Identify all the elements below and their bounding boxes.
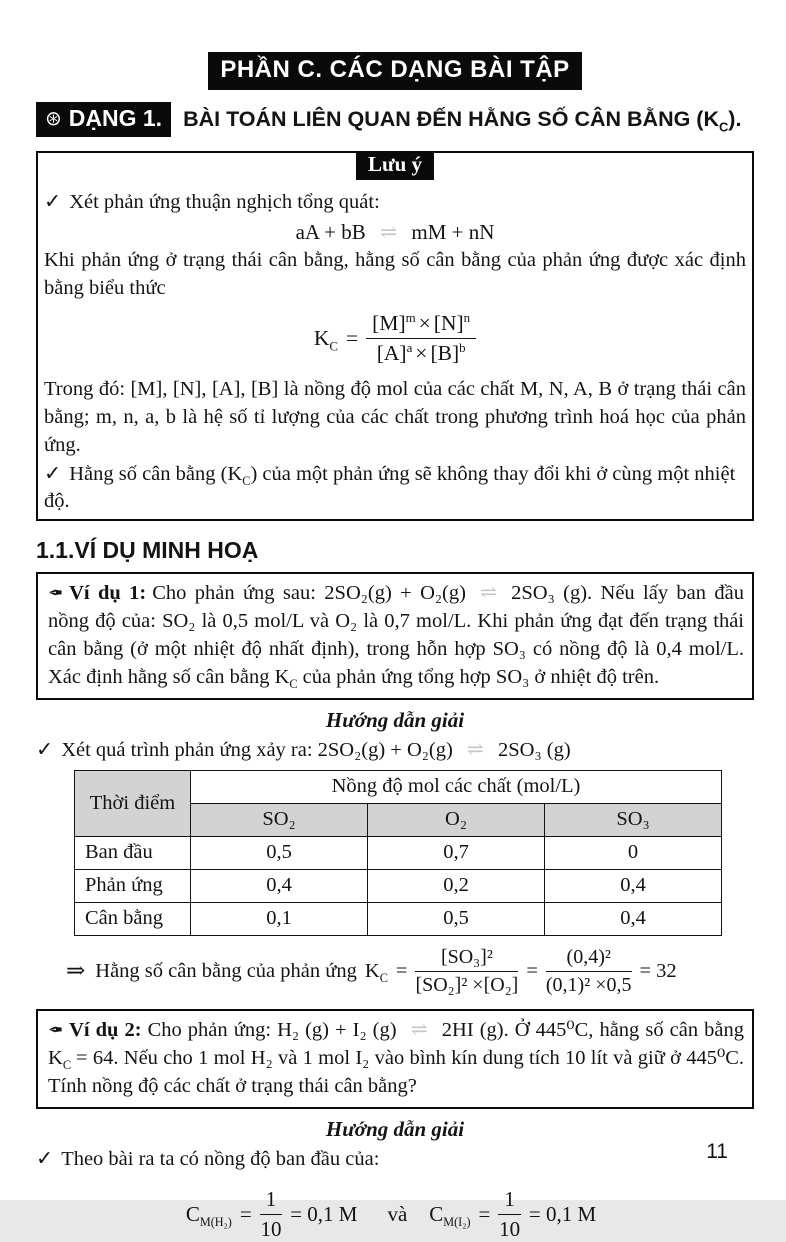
implies-arrow-icon: ⇒ [66, 958, 86, 984]
conclusion-line [66, 946, 754, 997]
check-icon: ✓ [44, 463, 62, 486]
kc-symbol: $K_C$ [313, 325, 339, 354]
table-row [75, 836, 722, 869]
row-label: Ban đầu [75, 836, 191, 869]
dang-title-subscript: C [718, 119, 729, 135]
cm-i2-fraction [498, 1187, 521, 1242]
conjunction-text: và [387, 1201, 408, 1226]
cell-value: 0,2 [368, 869, 545, 902]
table-row [75, 869, 722, 902]
dang-title [183, 107, 742, 135]
kc-general-formula [44, 311, 746, 366]
row-label: Phản ứng [75, 869, 191, 902]
guide-heading-2: Hướng dẫn giải [325, 1116, 465, 1141]
fraction-numerator: 1 [260, 1187, 283, 1215]
equals-sign: = [346, 325, 359, 350]
note-paragraph-2: Trong đó: [M], [N], [A], [B] là nồng độ mol của các chất M, N, A, B ở trạng thái cân bằng; m, n, a, b là hệ số tỉ lượng của các chất trong phương trình hoá học của phản ứng. [44, 377, 746, 456]
note-line-1-text: Xét phản ứng thuận nghịch tổng quát: [69, 191, 380, 213]
note-paragraph-1: Khi phản ứng ở trạng thái cân bằng, hằng số cân bằng của phản ứng được xác định bằng biểu thức [44, 249, 746, 299]
table-row [75, 902, 722, 935]
flower-icon: ⊛ [45, 108, 62, 130]
conclusion-text: Hằng số cân bằng của phản ứng [95, 959, 357, 982]
check-icon: ✓ [44, 191, 62, 213]
fraction-denominator: (0,1)² ×0,5 [545, 973, 632, 996]
note-check-line-2 [44, 461, 746, 515]
fraction-numerator: 1 [498, 1187, 521, 1215]
guide-heading-1: Hướng dẫn giải [325, 707, 465, 732]
equilibrium-arrow-icon: ⇌ [479, 581, 498, 604]
note-line-2-text: Hằng số cân bằng (K [69, 463, 243, 486]
cell-value: 0,5 [368, 902, 545, 935]
pen-icon: ✒ [48, 1019, 64, 1040]
column-header-so2: SO₂ [191, 803, 368, 836]
equals-sign: = [478, 1201, 491, 1226]
row-label: Cân bằng [75, 902, 191, 935]
dang-badge [36, 102, 171, 137]
example1-box [36, 572, 754, 700]
cell-value: 0,5 [191, 836, 368, 869]
table-header-row [75, 770, 722, 803]
example2-box [36, 1009, 754, 1109]
fraction-numerator: (0,4)² [546, 946, 632, 972]
cm-h2-symbol: $C_{M(H_2)}$ [185, 1201, 232, 1229]
dang-title-end: ). [728, 107, 742, 131]
solution2-text: Theo bài ra ta có nồng độ ban đầu của: [61, 1147, 380, 1170]
equilibrium-arrow-icon: ⇌ [466, 738, 485, 761]
fraction-numerator: [SO₃]² [415, 946, 518, 972]
equals-sign: = [526, 959, 538, 982]
solution1-text: Xét quá trình phản ứng xảy ra: 2SO₂(g) + O₂(g) [61, 738, 453, 761]
note-line-2-end: ) của một phản ứng sẽ không thay đổi khi ở cùng một nhiệt độ. [44, 463, 736, 513]
kc-value-fraction-symbolic [415, 946, 518, 997]
fraction-denominator: [SO₂]² ×[O₂] [415, 973, 519, 996]
kc-fraction [366, 311, 476, 366]
cell-value: 0,4 [545, 869, 722, 902]
cm-h2-fraction [260, 1187, 283, 1242]
note-label: Lưu ý [356, 152, 434, 180]
page-number: 11 [706, 1140, 728, 1163]
reaction-right: mM + nN [411, 220, 495, 245]
equilibrium-arrow-icon: ⇌ [379, 220, 398, 245]
equals-sign: = [395, 959, 408, 982]
cell-value: 0,1 [191, 902, 368, 935]
example2-text-3: = 64. Nếu cho 1 mol H₂ và 1 mol I₂ vào bình kín dung tích 10 lít và giữ ở 445⁰C. Tính nồng độ các chất ở trạng thái cân bằng? [48, 1046, 744, 1098]
fraction-denominator: 10 [499, 1216, 521, 1241]
example1-text-1: Cho phản ứng sau: 2SO₂(g) + O₂(g) [152, 581, 466, 604]
equals-sign: = [239, 1201, 252, 1226]
dang-title-text: BÀI TOÁN LIÊN QUAN ĐẾN HẰNG SỐ CÂN BẰNG (K [183, 107, 719, 131]
cell-value: 0,4 [191, 869, 368, 902]
check-icon: ✓ [36, 1147, 54, 1170]
section-heading: 1.1.VÍ DỤ MINH HOẠ [36, 536, 259, 563]
note-line-2-subscript: C [242, 474, 251, 489]
equilibrium-arrow-icon: ⇌ [410, 1018, 428, 1041]
cm-i2-symbol: $C_{M(I_2)}$ [429, 1201, 471, 1229]
table-group-header: Nồng độ mol các chất (mol/L) [191, 770, 722, 803]
dang-heading-row [36, 102, 754, 137]
fraction-denominator: 10 [260, 1216, 282, 1241]
kc-symbol: $K_C$ [364, 959, 388, 985]
example1-label: Ví dụ 1: [69, 581, 147, 604]
column-header-so3: SO₃ [545, 803, 722, 836]
concentration-table [74, 770, 722, 936]
column-header-o2: O₂ [368, 803, 545, 836]
solution1-check-line [36, 737, 754, 764]
fraction-denominator: $[A]^a \times [B]^b$ [376, 340, 466, 365]
reaction-left: aA + bB [295, 220, 366, 245]
note-check-line-1 [44, 189, 746, 216]
example2-text-1: Cho phản ứng: H₂ (g) + I₂ (g) [147, 1018, 397, 1041]
example1-text-2: 2SO₃ (g). Nếu lấy ban đầu nồng độ của: SO₂ là 0,5 mol/L và O₂ là 0,7 mol/L. Khi phản ứng đạt đến trạng thái cân bằng (ở một nhiệt độ nhất định), trong hỗn hợp SO₃ có nồng độ là 0,4 mol/L. Xác định hằng số cân bằng K [48, 581, 744, 689]
example2-kc-subscript: C [62, 1058, 72, 1073]
part-title-bar: PHẦN C. CÁC DẠNG BÀI TẬP [208, 52, 581, 90]
cell-value: 0,7 [368, 836, 545, 869]
cm-h2-result: = 0,1 M [290, 1201, 358, 1226]
kc-value-fraction-numeric [546, 946, 632, 997]
example2-text-2: 2HI (g). Ở 445⁰C, hằng số cân bằng K [48, 1018, 744, 1069]
example1-text-3: của phản ứng tổng hợp SO₃ ở nhiệt độ trên. [302, 666, 660, 689]
table-corner-header: Thời điểm [75, 770, 191, 836]
kc-result: = 32 [639, 959, 677, 982]
solution2-check-line [36, 1146, 754, 1173]
fraction-numerator: $[M]^m \times [N]^n$ [366, 311, 476, 339]
general-reaction-equation [44, 220, 746, 245]
pen-icon: ✒ [48, 582, 64, 603]
cell-value: 0,4 [545, 902, 722, 935]
example1-kc-subscript: C [289, 677, 298, 692]
note-box [36, 151, 754, 521]
dang-badge-label: DẠNG 1. [68, 105, 163, 131]
cm-i2-result: = 0,1 M [528, 1201, 597, 1226]
cell-value: 0 [545, 836, 722, 869]
solution1-text-end: 2SO₃ (g) [498, 738, 571, 761]
example2-label: Ví dụ 2: [69, 1018, 142, 1041]
check-icon: ✓ [36, 738, 54, 761]
initial-concentration-formulas [36, 1187, 754, 1242]
